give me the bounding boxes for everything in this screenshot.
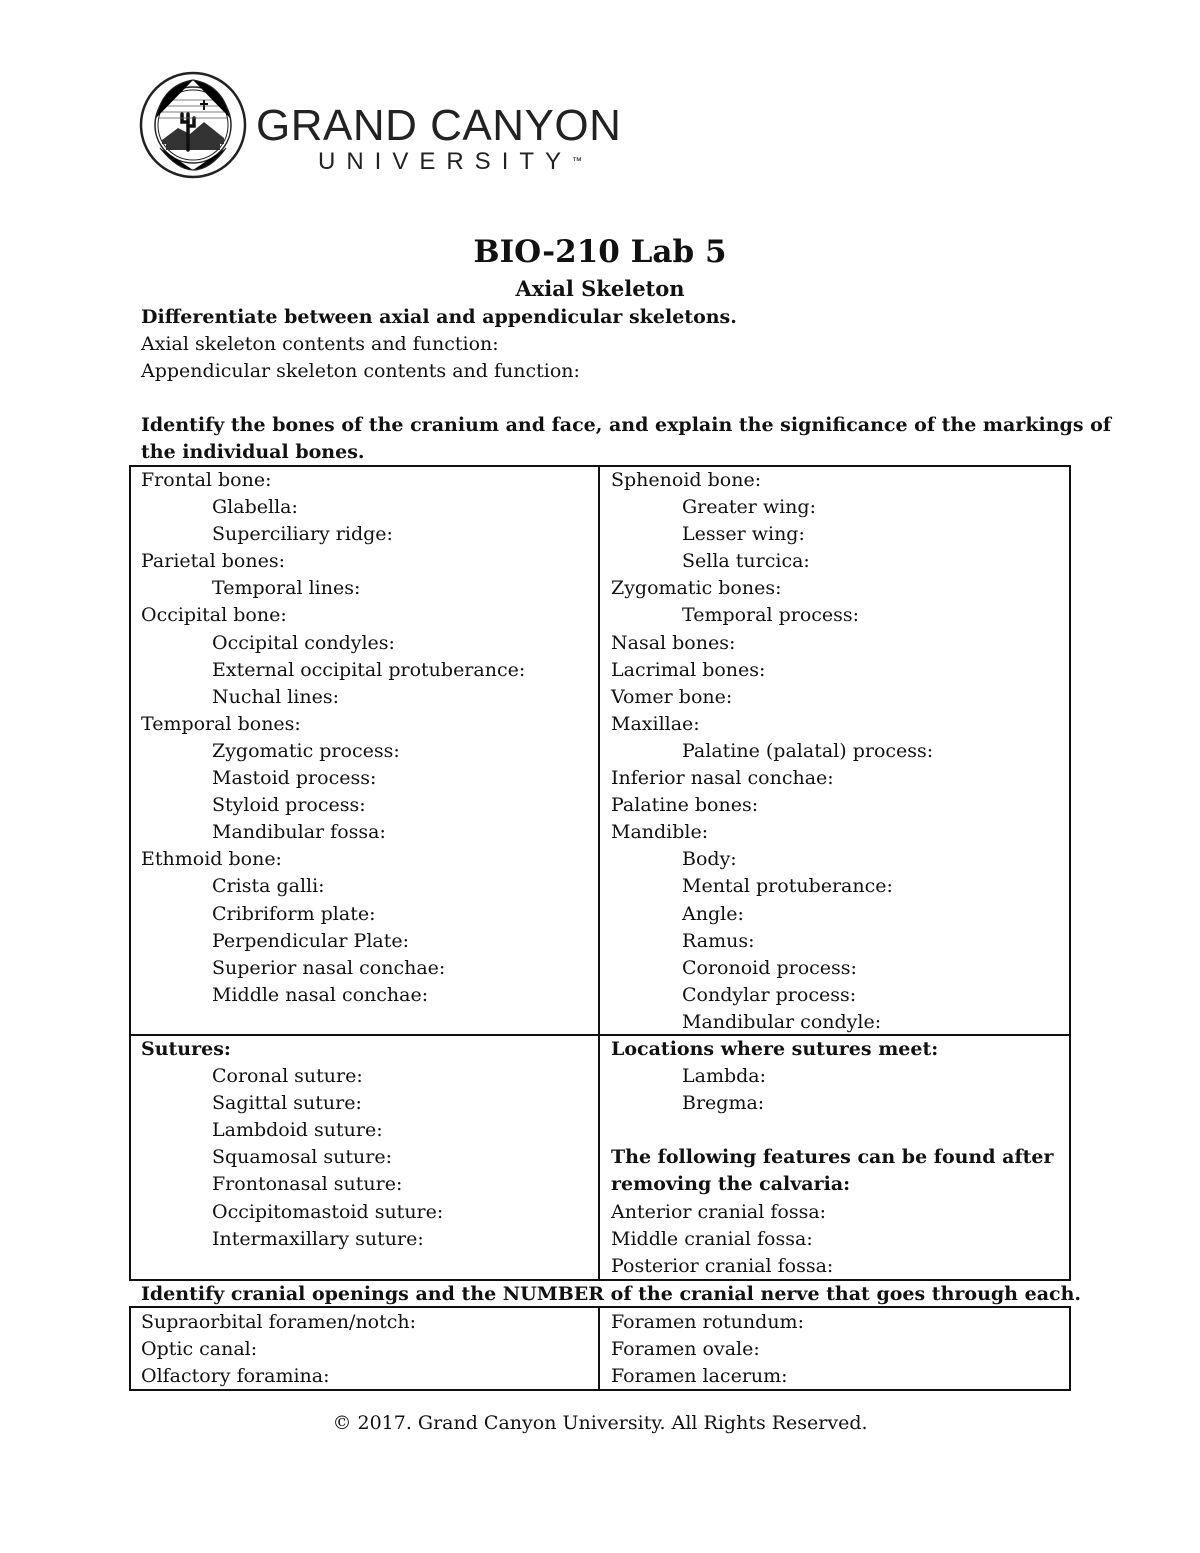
table-row: Lambda: bbox=[682, 1065, 767, 1088]
table-row: Parietal bones: bbox=[141, 550, 285, 573]
section2-heading-line2: the individual bones. bbox=[141, 441, 365, 463]
page-title: BIO-210 Lab 5 bbox=[473, 234, 727, 270]
table-row: Frontonasal suture: bbox=[212, 1173, 403, 1196]
table-row: Perpendicular Plate: bbox=[212, 929, 410, 952]
table-row: Glabella: bbox=[212, 496, 298, 519]
table-row: removing the calvaria: bbox=[611, 1173, 851, 1196]
table-row: Palatine (palatal) process: bbox=[682, 739, 934, 762]
table-row: Occipital bone: bbox=[141, 604, 287, 627]
table-row: Cribriform plate: bbox=[212, 902, 376, 925]
table-row: Posterior cranial fossa: bbox=[611, 1254, 834, 1277]
table-row: Supraorbital foramen/notch: bbox=[141, 1311, 417, 1333]
sutures-left-column bbox=[141, 1036, 443, 1253]
openings-right-column bbox=[611, 1309, 804, 1390]
table-row: Intermaxillary suture: bbox=[212, 1227, 424, 1250]
bones-left-column bbox=[141, 467, 525, 1009]
table-row: Bregma: bbox=[682, 1092, 765, 1115]
table-row: Lambdoid suture: bbox=[212, 1119, 383, 1142]
table-row: Ramus: bbox=[682, 929, 755, 952]
table-row: The following features can be found after bbox=[611, 1146, 1054, 1169]
axial-prompt: Axial skeleton contents and function: bbox=[141, 333, 499, 355]
table-row: Mental protuberance: bbox=[682, 875, 893, 898]
section2-heading-line1: Identify the bones of the cranium and face, and explain the significance of the markings of bbox=[141, 414, 1111, 436]
openings-table-divider bbox=[598, 1306, 600, 1391]
table-row: Zygomatic bones: bbox=[611, 577, 782, 600]
page-subtitle: Axial Skeleton bbox=[515, 276, 685, 301]
table-row: Olfactory foramina: bbox=[141, 1365, 330, 1388]
table-row: Mandible: bbox=[611, 821, 709, 844]
table-row: Ethmoid bone: bbox=[141, 848, 282, 871]
openings-left-column bbox=[141, 1309, 416, 1390]
table-row: Middle nasal conchae: bbox=[212, 983, 429, 1006]
university-logo bbox=[138, 70, 628, 182]
table-row: Sphenoid bone: bbox=[611, 469, 762, 491]
table-row: Inferior nasal conchae: bbox=[611, 767, 834, 790]
table-row: Sagittal suture: bbox=[212, 1092, 362, 1115]
table-row: Condylar process: bbox=[682, 983, 857, 1006]
wordmark-line2 bbox=[318, 148, 621, 176]
table-row: Optic canal: bbox=[141, 1338, 258, 1361]
wordmark-university: UNIVERSITY bbox=[318, 148, 573, 175]
table-row: Foramen ovale: bbox=[611, 1338, 760, 1361]
table-row: Foramen rotundum: bbox=[611, 1311, 804, 1333]
table-row: Occipital condyles: bbox=[212, 631, 395, 654]
table-row: Angle: bbox=[682, 902, 744, 925]
sutures-right-column bbox=[611, 1036, 1054, 1280]
table-row: Occipitomastoid suture: bbox=[212, 1200, 444, 1223]
table-row: Lacrimal bones: bbox=[611, 658, 766, 681]
table-row: Middle cranial fossa: bbox=[611, 1227, 813, 1250]
table-row: Anterior cranial fossa: bbox=[611, 1200, 827, 1223]
table-row: Squamosal suture: bbox=[212, 1146, 392, 1169]
table-row: Foramen lacerum: bbox=[611, 1365, 788, 1388]
trademark-symbol: ™ bbox=[572, 156, 583, 167]
table-row: Mandibular condyle: bbox=[682, 1010, 882, 1033]
university-seal-icon bbox=[138, 70, 248, 180]
table-row: Coronoid process: bbox=[682, 956, 857, 979]
table-row: External occipital protuberance: bbox=[212, 658, 526, 681]
table-row: Styloid process: bbox=[212, 794, 366, 817]
table-row: Locations where sutures meet: bbox=[611, 1038, 939, 1060]
section3-heading: Identify cranial openings and the NUMBER of the cranial nerve that goes through each. bbox=[141, 1283, 1082, 1305]
table-row: Superciliary ridge: bbox=[212, 523, 393, 546]
table-row: Mastoid process: bbox=[212, 767, 377, 790]
table-row: Zygomatic process: bbox=[212, 739, 400, 762]
table-row: Body: bbox=[682, 848, 737, 871]
wordmark-line1: GRAND CANYON bbox=[256, 101, 622, 150]
table-row: Maxillae: bbox=[611, 712, 700, 735]
table-row: Temporal bones: bbox=[141, 712, 301, 735]
table-row: Vomer bone: bbox=[611, 685, 733, 708]
appendicular-prompt: Appendicular skeleton contents and function: bbox=[141, 360, 580, 382]
table-row: Lesser wing: bbox=[682, 523, 805, 546]
table-row: Temporal process: bbox=[682, 604, 860, 627]
table-row: Frontal bone: bbox=[141, 469, 272, 491]
table-row: Nuchal lines: bbox=[212, 685, 339, 708]
table-row bbox=[611, 1117, 1054, 1144]
table-row: Superior nasal conchae: bbox=[212, 956, 446, 979]
bones-right-column bbox=[611, 467, 933, 1036]
wordmark bbox=[256, 101, 622, 176]
bones-table-divider bbox=[598, 465, 600, 1281]
table-row: Temporal lines: bbox=[212, 577, 361, 600]
table-row: Greater wing: bbox=[682, 496, 816, 519]
table-row: Sella turcica: bbox=[682, 550, 810, 573]
table-row: Crista galli: bbox=[212, 875, 325, 898]
table-row: Palatine bones: bbox=[611, 794, 759, 817]
table-row: Sutures: bbox=[141, 1038, 231, 1060]
table-row: Nasal bones: bbox=[611, 631, 736, 654]
copyright-footer: © 2017. Grand Canyon University. All Rights Reserved. bbox=[332, 1412, 868, 1434]
section1-heading: Differentiate between axial and appendicular skeletons. bbox=[141, 306, 737, 328]
table-row: Coronal suture: bbox=[212, 1065, 363, 1088]
table-row: Mandibular fossa: bbox=[212, 821, 386, 844]
